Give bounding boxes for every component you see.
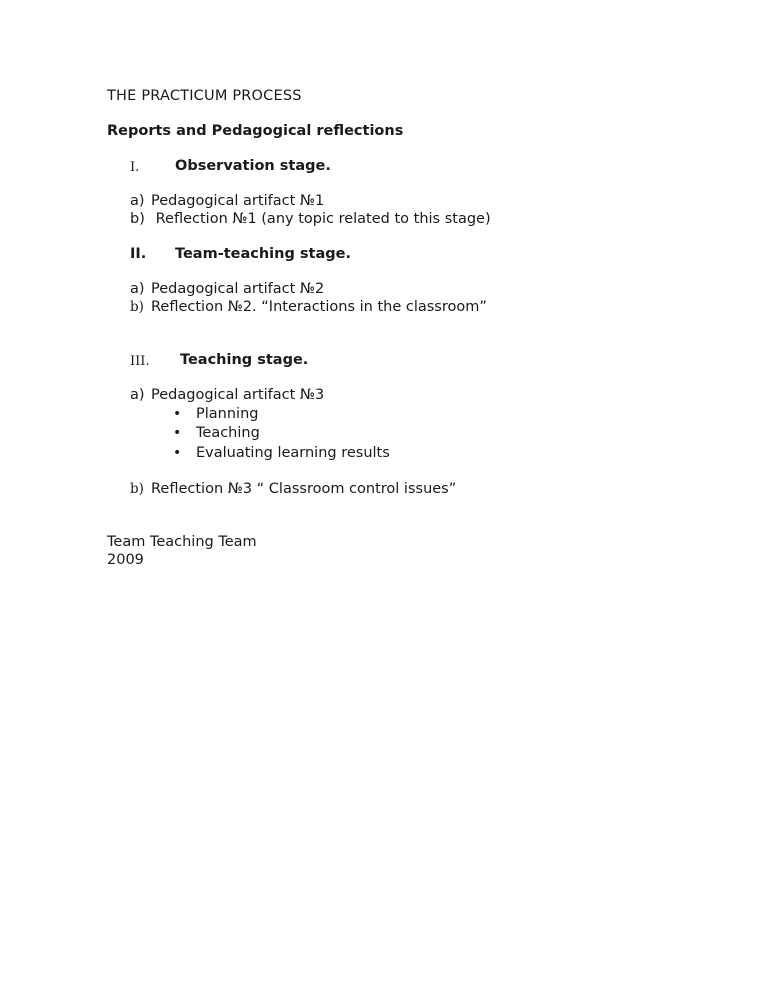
footer-author: Team Teaching Team <box>107 534 257 550</box>
stage-heading: Teaching stage. <box>180 352 309 368</box>
bullet-item: Evaluating learning results <box>196 445 390 461</box>
bullet-icon: • <box>173 406 182 422</box>
list-marker: a) <box>130 387 145 403</box>
list-item: Pedagogical artifact №2 <box>151 281 325 297</box>
stage-heading: Observation stage. <box>175 158 331 174</box>
list-marker: a) <box>130 281 145 297</box>
stage-numeral: III. <box>130 354 150 369</box>
stage-numeral: II. <box>130 246 147 262</box>
list-marker: b) <box>130 299 144 315</box>
document-title: THE PRACTICUM PROCESS <box>107 88 302 104</box>
bullet-icon: • <box>173 445 182 461</box>
footer-year: 2009 <box>107 552 144 568</box>
bullet-icon: • <box>173 425 182 441</box>
list-item: Reflection №2. “Interactions in the classroom” <box>151 299 487 315</box>
document-subtitle: Reports and Pedagogical reflections <box>107 123 404 139</box>
bullet-item: Planning <box>196 406 259 422</box>
list-item: Reflection №1 (any topic related to this stage) <box>151 211 491 227</box>
list-marker: b) <box>130 211 145 227</box>
bullet-item: Teaching <box>196 425 260 441</box>
list-item: Pedagogical artifact №3 <box>151 387 325 403</box>
stage-heading: Team-teaching stage. <box>175 246 351 262</box>
stage-numeral: I. <box>130 160 140 175</box>
list-item: Reflection №3 “ Classroom control issues” <box>151 481 457 497</box>
list-item: Pedagogical artifact №1 <box>151 193 325 209</box>
list-marker: a) <box>130 193 145 209</box>
list-marker: b) <box>130 481 144 497</box>
